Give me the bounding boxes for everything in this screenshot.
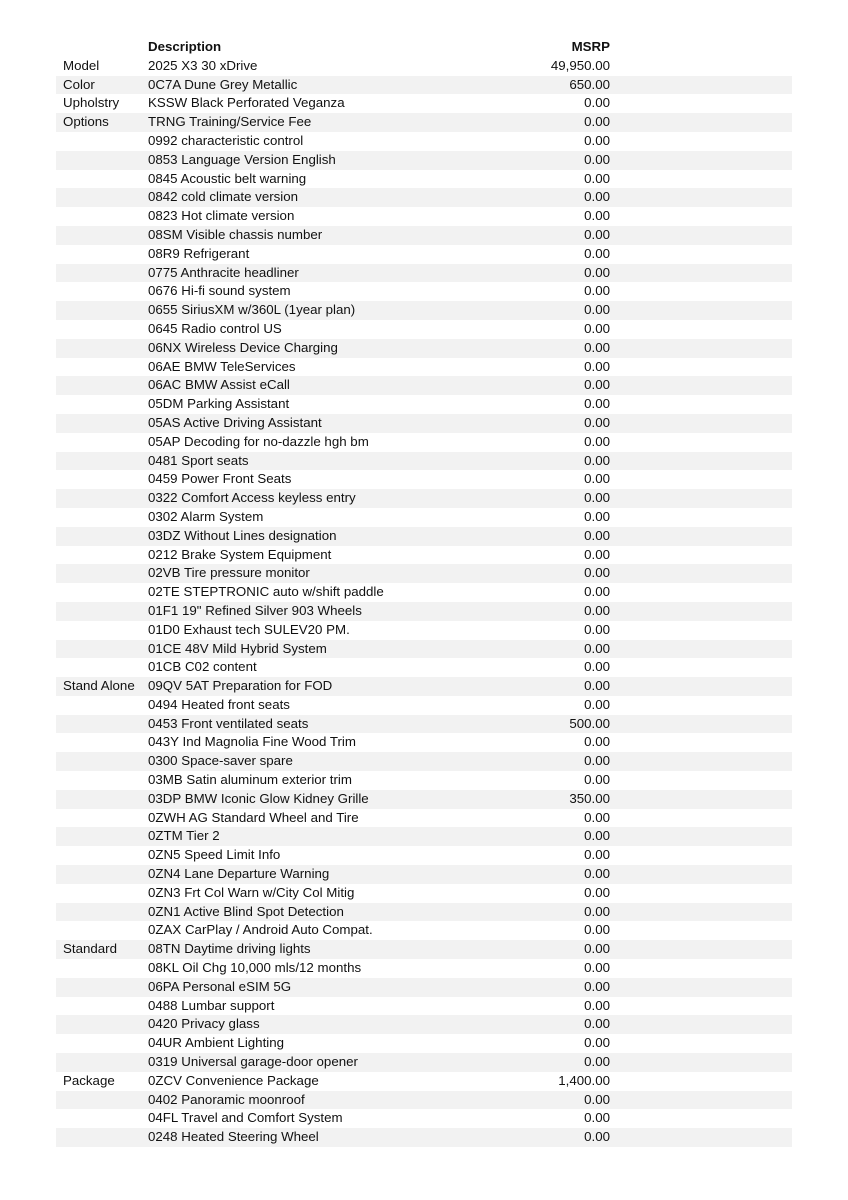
table-row — [56, 226, 792, 245]
msrp-cell: 0.00 — [584, 320, 610, 336]
description-cell: 0322 Comfort Access keyless entry — [148, 490, 356, 506]
description-cell: 0ZN3 Frt Col Warn w/City Col Mitig — [148, 884, 355, 900]
description-cell: 04FL Travel and Comfort System — [148, 1110, 343, 1126]
table-row — [56, 921, 792, 940]
msrp-cell: 0.00 — [584, 941, 610, 957]
msrp-cell: 0.00 — [584, 753, 610, 769]
msrp-cell: 0.00 — [584, 245, 610, 261]
table-row — [56, 1091, 792, 1110]
table-row — [56, 245, 792, 264]
table-row — [56, 527, 792, 546]
table-row — [56, 752, 792, 771]
msrp-cell: 0.00 — [584, 414, 610, 430]
description-cell: 0655 SiriusXM w/360L (1year plan) — [148, 302, 356, 318]
description-cell: 0ZN4 Lane Departure Warning — [148, 866, 330, 882]
description-cell: 01D0 Exhaust tech SULEV20 PM. — [148, 621, 350, 637]
msrp-cell: 0.00 — [584, 1129, 610, 1145]
table-row — [56, 94, 792, 113]
table-row — [56, 978, 792, 997]
table-row — [56, 997, 792, 1016]
msrp-cell: 0.00 — [584, 1091, 610, 1107]
description-cell: 0853 Language Version English — [148, 151, 336, 167]
table-row — [56, 282, 792, 301]
description-cell: 0ZCV Convenience Package — [148, 1072, 319, 1088]
price-sheet — [56, 38, 792, 1147]
description-cell: 01F1 19" Refined Silver 903 Wheels — [148, 602, 362, 618]
table-row — [56, 1128, 792, 1147]
msrp-cell: 0.00 — [584, 734, 610, 750]
msrp-cell: 0.00 — [584, 903, 610, 919]
table-row — [56, 508, 792, 527]
table-row — [56, 1015, 792, 1034]
table-row — [56, 1109, 792, 1128]
table-row — [56, 1072, 792, 1091]
msrp-header: MSRP — [571, 39, 610, 54]
msrp-cell: 0.00 — [584, 809, 610, 825]
description-cell: 0453 Front ventilated seats — [148, 715, 309, 731]
msrp-cell: 350.00 — [569, 790, 610, 806]
table-row — [56, 433, 792, 452]
description-cell: 01CE 48V Mild Hybrid System — [148, 640, 327, 656]
msrp-cell: 0.00 — [584, 546, 610, 562]
description-cell: 0676 Hi-fi sound system — [148, 283, 291, 299]
msrp-cell: 0.00 — [584, 377, 610, 393]
table-row — [56, 959, 792, 978]
description-cell: 08TN Daytime driving lights — [148, 941, 311, 957]
table-row — [56, 170, 792, 189]
description-cell: 0319 Universal garage-door opener — [148, 1054, 358, 1070]
msrp-cell: 0.00 — [584, 772, 610, 788]
table-row — [56, 640, 792, 659]
msrp-cell: 0.00 — [584, 283, 610, 299]
table-row — [56, 733, 792, 752]
table-row — [56, 903, 792, 922]
msrp-cell: 0.00 — [584, 264, 610, 280]
table-row — [56, 827, 792, 846]
description-cell: 0C7A Dune Grey Metallic — [148, 76, 298, 92]
description-cell: 0402 Panoramic moonroof — [148, 1091, 305, 1107]
description-cell: 01CB C02 content — [148, 659, 257, 675]
description-cell: 0ZTM Tier 2 — [148, 828, 220, 844]
msrp-cell: 0.00 — [584, 884, 610, 900]
description-header: Description — [148, 39, 222, 54]
description-cell: 0ZN1 Active Blind Spot Detection — [148, 903, 344, 919]
description-cell: 0775 Anthracite headliner — [148, 264, 299, 280]
description-cell: 05DM Parking Assistant — [148, 396, 290, 412]
msrp-cell: 650.00 — [569, 76, 610, 92]
msrp-cell: 0.00 — [584, 490, 610, 506]
table-row — [56, 489, 792, 508]
msrp-cell: 0.00 — [584, 151, 610, 167]
msrp-cell: 0.00 — [584, 696, 610, 712]
table-row — [56, 865, 792, 884]
msrp-cell: 0.00 — [584, 302, 610, 318]
table-row — [56, 546, 792, 565]
description-cell: 0842 cold climate version — [148, 189, 299, 205]
description-cell: 0302 Alarm System — [148, 508, 264, 524]
msrp-cell: 0.00 — [584, 960, 610, 976]
description-cell: 02VB Tire pressure monitor — [148, 565, 310, 581]
description-cell: 06NX Wireless Device Charging — [148, 339, 338, 355]
description-cell: 02TE STEPTRONIC auto w/shift paddle — [148, 584, 384, 600]
description-cell: 0ZWH AG Standard Wheel and Tire — [148, 809, 359, 825]
msrp-cell: 0.00 — [584, 95, 610, 111]
msrp-cell: 0.00 — [584, 678, 610, 694]
description-cell: 0488 Lumbar support — [148, 997, 275, 1013]
category-cell: Color — [63, 76, 95, 92]
description-cell: 043Y Ind Magnolia Fine Wood Trim — [148, 734, 356, 750]
msrp-cell: 0.00 — [584, 1016, 610, 1032]
table-row — [56, 376, 792, 395]
header-row — [56, 38, 792, 57]
msrp-cell: 49,950.00 — [550, 57, 610, 73]
msrp-cell: 0.00 — [584, 584, 610, 600]
msrp-cell: 1,400.00 — [558, 1072, 610, 1088]
msrp-cell: 0.00 — [584, 208, 610, 224]
category-cell: Options — [63, 114, 109, 130]
msrp-cell: 0.00 — [584, 226, 610, 242]
msrp-cell: 500.00 — [569, 715, 610, 731]
category-cell: Stand Alone — [63, 678, 135, 694]
msrp-cell: 0.00 — [584, 1035, 610, 1051]
description-cell: 0ZAX CarPlay / Android Auto Compat. — [148, 922, 373, 938]
description-cell: 03MB Satin aluminum exterior trim — [148, 772, 352, 788]
table-row — [56, 57, 792, 76]
msrp-cell: 0.00 — [584, 189, 610, 205]
msrp-cell: 0.00 — [584, 847, 610, 863]
msrp-cell: 0.00 — [584, 1054, 610, 1070]
table-row — [56, 677, 792, 696]
description-cell: 03DP BMW Iconic Glow Kidney Grille — [148, 790, 369, 806]
table-row — [56, 358, 792, 377]
description-cell: 06AE BMW TeleServices — [148, 358, 296, 374]
description-cell: 0494 Heated front seats — [148, 696, 290, 712]
table-row — [56, 207, 792, 226]
description-cell: 2025 X3 30 xDrive — [148, 57, 258, 73]
table-row — [56, 583, 792, 602]
table-row — [56, 715, 792, 734]
msrp-cell: 0.00 — [584, 922, 610, 938]
table-row — [56, 395, 792, 414]
table-row — [56, 113, 792, 132]
description-cell: 03DZ Without Lines designation — [148, 527, 337, 543]
description-cell: TRNG Training/Service Fee — [148, 114, 312, 130]
table-row — [56, 301, 792, 320]
table-row — [56, 452, 792, 471]
table-row — [56, 320, 792, 339]
category-cell: Model — [63, 57, 100, 73]
table-row — [56, 470, 792, 489]
description-cell: KSSW Black Perforated Veganza — [148, 95, 345, 111]
msrp-cell: 0.00 — [584, 866, 610, 882]
table-row — [56, 564, 792, 583]
msrp-cell: 0.00 — [584, 602, 610, 618]
table-row — [56, 621, 792, 640]
table-row — [56, 846, 792, 865]
msrp-cell: 0.00 — [584, 396, 610, 412]
table-row — [56, 658, 792, 677]
category-cell: Package — [63, 1072, 115, 1088]
table-row — [56, 940, 792, 959]
table-row — [56, 884, 792, 903]
table-row — [56, 264, 792, 283]
description-cell: 08KL Oil Chg 10,000 mls/12 months — [148, 960, 362, 976]
msrp-cell: 0.00 — [584, 565, 610, 581]
description-cell: 0ZN5 Speed Limit Info — [148, 847, 281, 863]
description-cell: 0300 Space-saver spare — [148, 753, 293, 769]
table-row — [56, 696, 792, 715]
table-row — [56, 1053, 792, 1072]
msrp-cell: 0.00 — [584, 339, 610, 355]
description-cell: 04UR Ambient Lighting — [148, 1035, 285, 1051]
description-cell: 0823 Hot climate version — [148, 208, 295, 224]
description-cell: 06PA Personal eSIM 5G — [148, 978, 292, 994]
msrp-cell: 0.00 — [584, 358, 610, 374]
msrp-cell: 0.00 — [584, 621, 610, 637]
msrp-cell: 0.00 — [584, 508, 610, 524]
description-cell: 0420 Privacy glass — [148, 1016, 260, 1032]
table-row — [56, 414, 792, 433]
description-cell: 08R9 Refrigerant — [148, 245, 250, 261]
msrp-cell: 0.00 — [584, 471, 610, 487]
msrp-cell: 0.00 — [584, 828, 610, 844]
table-row — [56, 151, 792, 170]
table-row — [56, 132, 792, 151]
description-cell: 08SM Visible chassis number — [148, 226, 323, 242]
description-cell: 09QV 5AT Preparation for FOD — [148, 678, 333, 694]
msrp-cell: 0.00 — [584, 1110, 610, 1126]
category-cell: Standard — [63, 941, 117, 957]
table-row — [56, 76, 792, 95]
description-cell: 0845 Acoustic belt warning — [148, 170, 307, 186]
msrp-cell: 0.00 — [584, 640, 610, 656]
description-cell: 05AP Decoding for no-dazzle hgh bm — [148, 433, 369, 449]
description-cell: 0481 Sport seats — [148, 452, 249, 468]
table-row — [56, 790, 792, 809]
description-cell: 0645 Radio control US — [148, 320, 282, 336]
msrp-cell: 0.00 — [584, 978, 610, 994]
table-row — [56, 1034, 792, 1053]
msrp-cell: 0.00 — [584, 527, 610, 543]
msrp-cell: 0.00 — [584, 997, 610, 1013]
table-row — [56, 339, 792, 358]
msrp-cell: 0.00 — [584, 114, 610, 130]
msrp-cell: 0.00 — [584, 452, 610, 468]
msrp-cell: 0.00 — [584, 659, 610, 675]
description-cell: 0212 Brake System Equipment — [148, 546, 332, 562]
msrp-cell: 0.00 — [584, 132, 610, 148]
description-cell: 0459 Power Front Seats — [148, 471, 292, 487]
description-cell: 0248 Heated Steering Wheel — [148, 1129, 319, 1145]
table-row — [56, 809, 792, 828]
description-cell: 06AC BMW Assist eCall — [148, 377, 290, 393]
line-items — [56, 57, 792, 1147]
msrp-cell: 0.00 — [584, 433, 610, 449]
category-cell: Upholstry — [63, 95, 120, 111]
table-row — [56, 188, 792, 207]
description-cell: 05AS Active Driving Assistant — [148, 414, 322, 430]
description-cell: 0992 characteristic control — [148, 132, 304, 148]
msrp-cell: 0.00 — [584, 170, 610, 186]
table-row — [56, 602, 792, 621]
table-row — [56, 771, 792, 790]
